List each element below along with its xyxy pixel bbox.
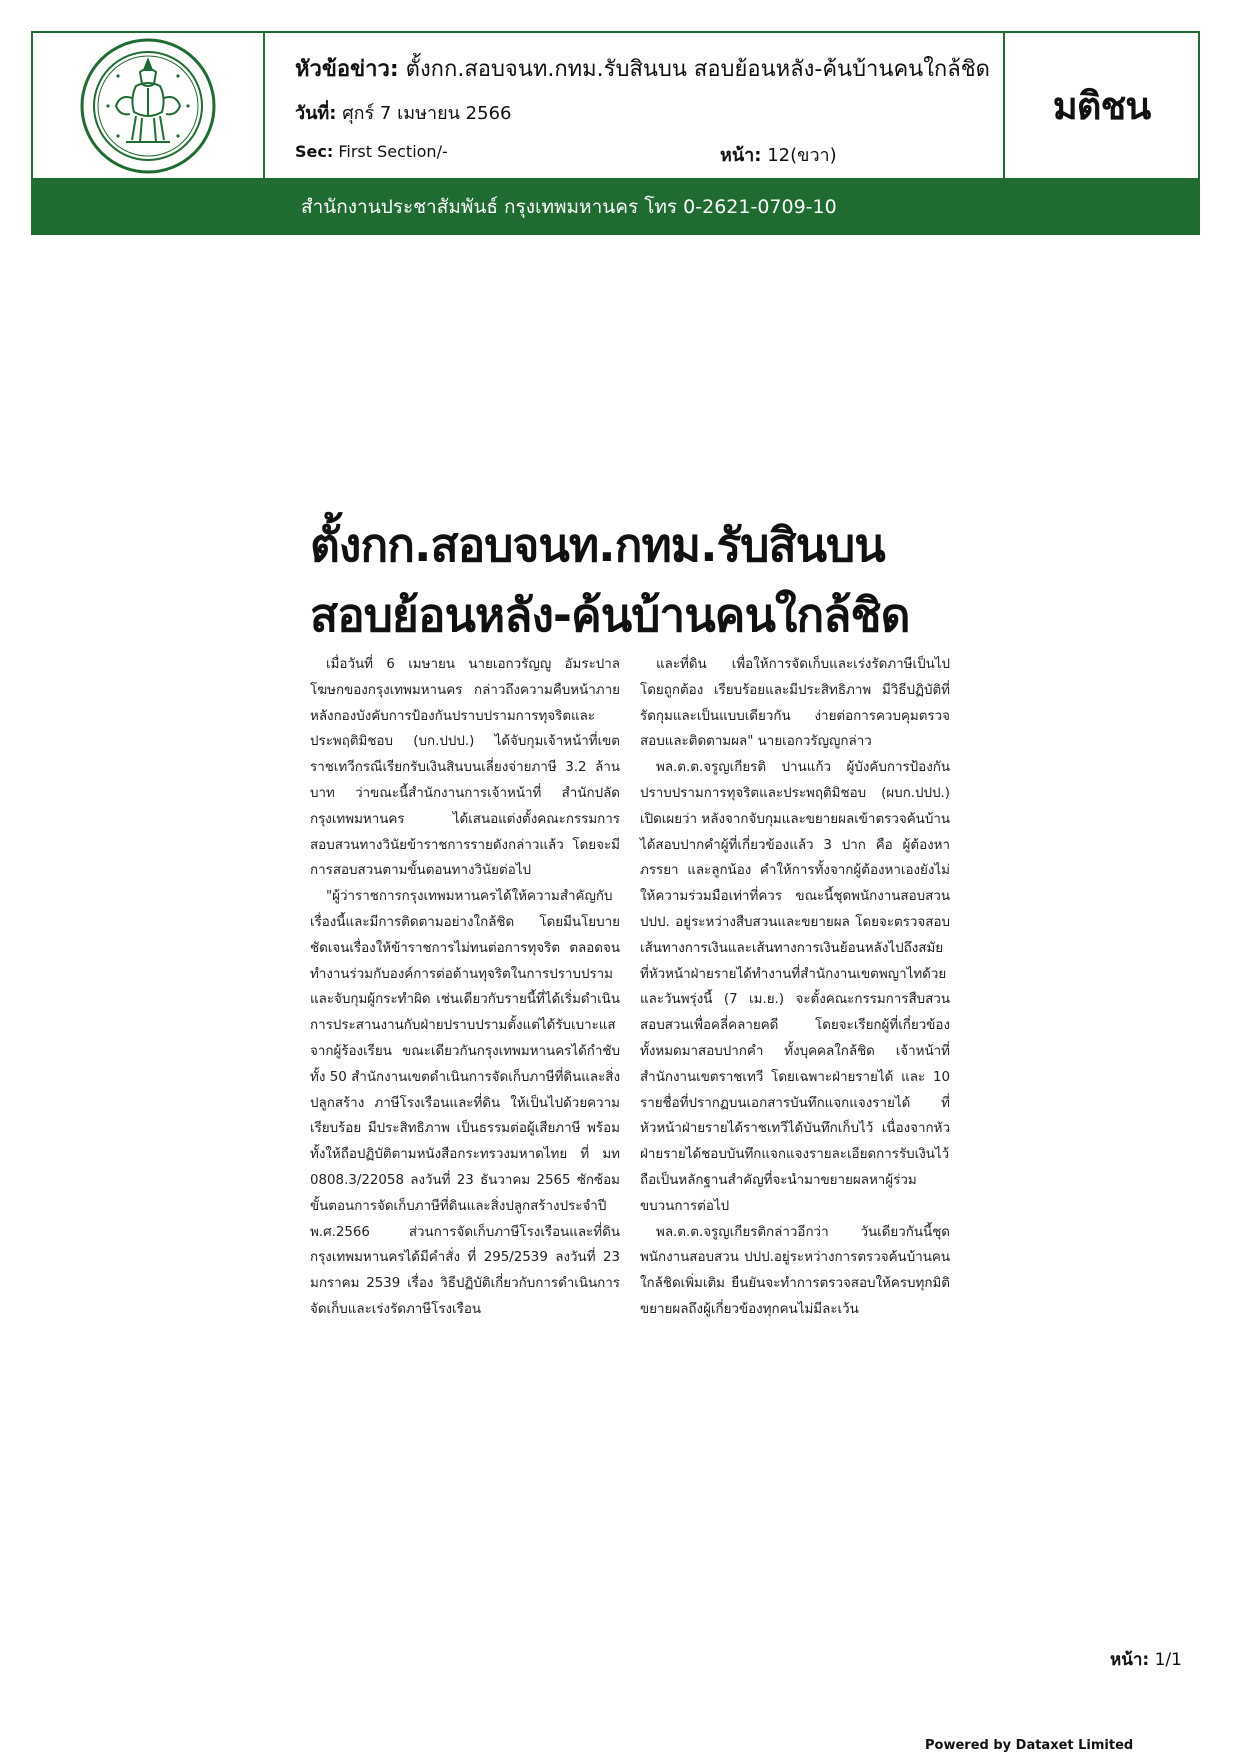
- page-count-label: หน้า:: [1110, 1650, 1150, 1670]
- date-value: ศุกร์ 7 เมษายน 2566: [342, 103, 512, 124]
- section-value: First Section/-: [338, 142, 448, 161]
- article-column-right: [640, 652, 950, 1323]
- article-paragraph: เมื่อวันที่ 6 เมษายน นายเอกวรัญญู อัมระปาล โฆษกของกรุงเทพมหานคร กล่าวถึงความคืบหน้าภายหลังกองบังคับการป้องกันปราบปรามการทุจริตและประพฤติมิชอบ (บก.ปปป.) ได้จับกุมเจ้าหน้าที่เขตราชเทวีกรณีเรียกรับเงินสินบนเลี่ยงจ่ายภาษี 3.2 ล้านบาท ว่าขณะนี้สำนักงานการเจ้าหน้าที่ สำนักปลัดกรุงเทพมหานคร ได้เสนอแต่งตั้งคณะกรรมการสอบสวนทางวินัยข้าราชการรายดังกล่าวแล้ว โดยจะมีการสอบสวนตามขั้นตอนทางวินัยต่อไป: [310, 657, 620, 879]
- office-contact-text: สำนักงานประชาสัมพันธ์ กรุงเทพมหานคร โทร 0-2621-0709-10: [301, 196, 837, 218]
- article-title-line-2: สอบย้อนหลัง-ค้นบ้านคนใกล้ชิด: [310, 588, 910, 642]
- page-count-value: 1/1: [1154, 1650, 1182, 1670]
- header-info-cell: [265, 33, 1005, 178]
- publisher-name: มติชน: [1052, 84, 1151, 128]
- date-row: [295, 98, 511, 127]
- article-column-left: [310, 652, 620, 1323]
- page-row: [720, 140, 837, 169]
- logo-cell: [33, 33, 265, 178]
- section-row: [295, 142, 448, 161]
- date-label: วันที่:: [295, 103, 337, 124]
- article-paragraph: พล.ต.ต.จรูญเกียรติกล่าวอีกว่า วันเดียวกันนี้ชุดพนักงานสอบสวน ปปป.อยู่ระหว่างการตรวจค้นบ้านคนใกล้ชิดเพิ่มเติม ยืนยันจะทำการตรวจสอบให้ครบทุกมิติ ขยายผลถึงผู้เกี่ยวข้องทุกคนไม่มีละเว้น: [640, 1224, 950, 1317]
- page-label: หน้า:: [720, 145, 762, 166]
- powered-by-text: Powered by Dataxet Limited: [925, 1738, 1134, 1753]
- headline-label: หัวข้อข่าว:: [295, 57, 399, 82]
- office-contact-bar: [31, 180, 1200, 235]
- article-title: [310, 510, 960, 650]
- article-paragraph: และที่ดิน เพื่อให้การจัดเก็บและเร่งรัดภาษีเป็นไปโดยถูกต้อง เรียบร้อยและมีประสิทธิภาพ มีวิธีปฏิบัติที่รัดกุมและเป็นแบบเดียวกัน ง่ายต่อการควบคุมตรวจสอบและติดตามผล" นายเอกวรัญญูกล่าว: [640, 657, 950, 750]
- article-title-line-1: ตั้งกก.สอบจนท.กทม.รับสินบน: [310, 518, 885, 572]
- article-paragraph: พล.ต.ต.จรูญเกียรติ ปานแก้ว ผู้บังคับการป้องกันปราบปรามการทุจริตและประพฤติมิชอบ (ผบก.ปปป.) เปิดเผยว่า หลังจากจับกุมและขยายผลเข้าตรวจค้นบ้าน ได้สอบปากคำผู้ที่เกี่ยวข้องแล้ว 3 ปาก คือ ผู้ต้องหา ภรรยา และลูกน้อง คำให้การทั้งจากผู้ต้องหาเองยังไม่ให้ความร่วมมือเท่าที่ควร ขณะนี้ชุดพนักงานสอบสวน ปปป. อยู่ระหว่างสืบสวนและขยายผล โดยจะตรวจสอบเส้นทางการเงินและเส้นทางการเงินย้อนหลังไปถึงสมัยที่หัวหน้าฝ่ายรายได้ทำงานที่สำนักงานเขตพญาไทด้วย และวันพรุ่งนี้ (7 เม.ย.) จะตั้งคณะกรรมการสืบสวนสอบสวนเพื่อคลี่คลายคดี โดยจะเรียกผู้ที่เกี่ยวข้องทั้งหมดมาสอบปากคำ ทั้งบุคคลใกล้ชิด เจ้าหน้าที่สำนักงานเขตราชเทวี โดยเฉพาะฝ่ายรายได้ และ 10 รายชื่อที่ปรากฏบนเอกสารบันทึกแจกแจงรายได้ ที่หัวหน้าฝ่ายรายได้ราชเทวีได้บันทึกเก็บไว้ เนื่องจากหัวฝ่ายรายได้ชอบบันทึกแจกแจงรายละเอียดการรับเงินไว้ ถือเป็นหลักฐานสำคัญที่จะนำมาขยายผลหาผู้ร่วมขบวนการต่อไป: [640, 760, 950, 1214]
- bangkok-seal-icon: [78, 36, 218, 176]
- page-count: [1110, 1646, 1182, 1673]
- headline-value: ตั้งกก.สอบจนท.กทม.รับสินบน สอบย้อนหลัง-ค้นบ้านคนใกล้ชิด: [405, 57, 990, 82]
- page-value: 12(ขวา): [767, 145, 837, 166]
- headline-row: [295, 51, 990, 86]
- section-label: Sec:: [295, 142, 334, 161]
- news-clip-header: [31, 31, 1200, 180]
- publisher-cell: [1005, 33, 1198, 178]
- article-paragraph: "ผู้ว่าราชการกรุงเทพมหานครได้ให้ความสำคัญกับเรื่องนี้และมีการติดตามอย่างใกล้ชิด โดยมีนโยบายชัดเจนเรื่องให้ข้าราชการไม่ทนต่อการทุจริต ตลอดจนทำงานร่วมกับองค์การต่อต้านทุจริตในการปราบปรามและจับกุมผู้กระทำผิด เช่นเดียวกับรายนี้ที่ได้เริ่มดำเนินการประสานงานกับฝ่ายปราบปรามตั้งแต่ได้รับเบาะแสจากผู้ร้องเรียน ขณะเดียวกันกรุงเทพมหานครได้กำชับทั้ง 50 สำนักงานเขตดำเนินการจัดเก็บภาษีที่ดินและสิ่งปลูกสร้าง ภาษีโรงเรือนและที่ดิน ให้เป็นไปด้วยความเรียบร้อย มีประสิทธิภาพ เป็นธรรมต่อผู้เสียภาษี พร้อมทั้งให้ถือปฏิบัติตามหนังสือกระทรวงมหาดไทย ที่ มท 0808.3/22058 ลงวันที่ 23 ธันวาคม 2565 ซักซ้อมขั้นตอนการจัดเก็บภาษีที่ดินและสิ่งปลูกสร้างประจำปี พ.ศ.2566 ส่วนการจัดเก็บภาษีโรงเรือนและที่ดิน กรุงเทพมหานครได้มีคำสั่ง ที่ 295/2539 ลงวันที่ 23 มกราคม 2539 เรื่อง วิธีปฏิบัติเกี่ยวกับการดำเนินการจัดเก็บและเร่งรัดภาษีโรงเรือน: [310, 889, 620, 1317]
